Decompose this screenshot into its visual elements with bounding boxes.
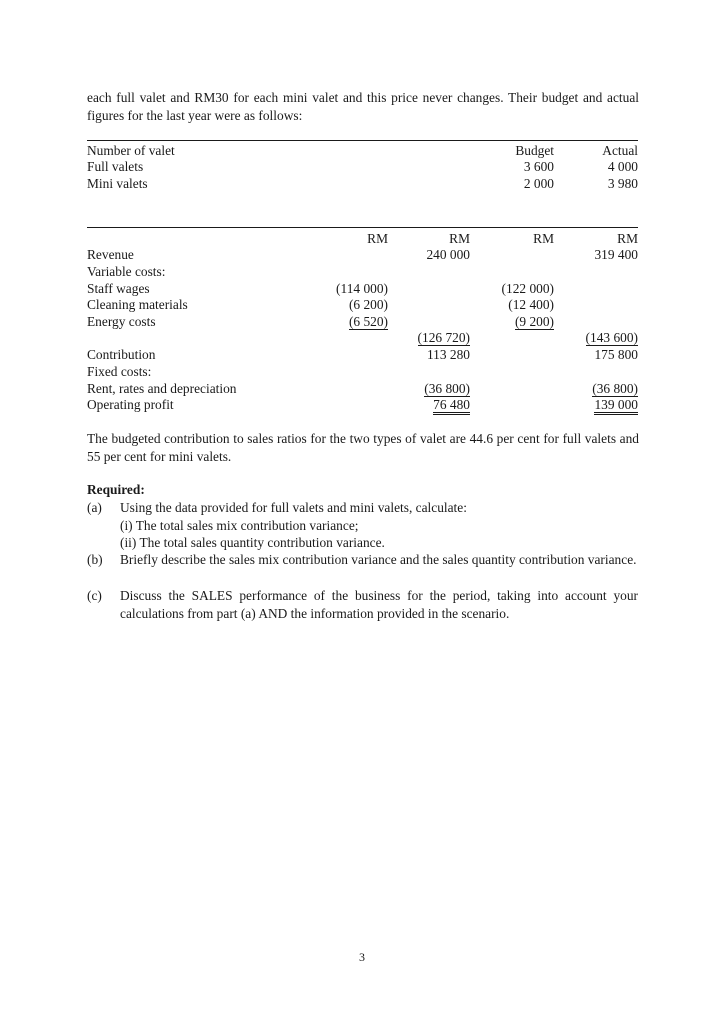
header-rm-2: RM: [449, 231, 470, 246]
variable-total-budget: (126 720): [417, 330, 470, 345]
variable-total-actual: (143 600): [585, 330, 638, 345]
energy-costs-label: Energy costs: [87, 314, 156, 329]
staff-wages-budget: (114 000): [336, 281, 388, 296]
energy-costs-actual: (9 200): [514, 314, 554, 329]
fixed-costs-label: Fixed costs:: [87, 364, 152, 379]
header-rm-4: RM: [617, 231, 638, 246]
staff-wages-label: Staff wages: [87, 281, 150, 296]
header-rm-3: RM: [533, 231, 554, 246]
operating-profit-budget: 76 480: [433, 397, 470, 415]
volume-header-label: Number of valet: [87, 143, 175, 158]
revenue-budget: 240 000: [426, 247, 470, 262]
volume-row-mini-budget: 2 000: [523, 176, 554, 191]
part-a-i: (i) The total sales mix contribution variance;: [120, 518, 359, 533]
part-a-label: (a): [87, 500, 102, 515]
staff-wages-actual: (122 000): [501, 281, 554, 296]
rent-label: Rent, rates and depreciation: [87, 381, 237, 396]
cleaning-materials-actual: (12 400): [508, 297, 554, 312]
cleaning-materials-label: Cleaning materials: [87, 297, 188, 312]
volume-row-full-actual: 4 000: [607, 159, 638, 174]
intro-paragraph: each full valet and RM30 for each mini valet and this price never changes. Their budget and actual figures for the last year were as follows:: [87, 90, 639, 123]
energy-costs-budget: (6 520): [348, 314, 388, 329]
contribution-budget: 113 280: [426, 347, 470, 362]
volume-header-actual: Actual: [602, 143, 638, 158]
revenue-actual: 319 400: [594, 247, 638, 262]
contribution-label: Contribution: [87, 347, 156, 362]
operating-profit-actual: 139 000: [594, 397, 638, 415]
part-c-text: Discuss the SALES performance of the business for the period, taking into account your calculations from part (a) AND the information provided in the scenario.: [120, 588, 638, 621]
part-c-label: (c): [87, 588, 102, 603]
volume-row-full-label: Full valets: [87, 159, 144, 174]
rent-budget: (36 800): [424, 381, 470, 396]
part-b-text: Briefly describe the sales mix contribution variance and the sales quantity contribution variance.: [120, 552, 637, 567]
header-rm-1: RM: [367, 231, 388, 246]
volume-table-top-rule: [87, 140, 638, 141]
contribution-actual: 175 800: [594, 347, 638, 362]
part-a-text: Using the data provided for full valets and mini valets, calculate:: [120, 500, 467, 515]
part-a-ii: (ii) The total sales quantity contribution variance.: [120, 535, 385, 550]
revenue-label: Revenue: [87, 247, 134, 262]
rent-actual: (36 800): [592, 381, 638, 396]
page-number: 3: [359, 950, 365, 964]
volume-row-mini-label: Mini valets: [87, 176, 148, 191]
required-heading: Required:: [87, 482, 145, 497]
part-b-label: (b): [87, 552, 103, 567]
operating-profit-label: Operating profit: [87, 397, 174, 412]
volume-row-full-budget: 3 600: [523, 159, 554, 174]
variable-costs-label: Variable costs:: [87, 264, 166, 279]
volume-header-budget: Budget: [515, 143, 554, 158]
profit-table-top-rule: [87, 227, 638, 228]
ratio-paragraph: The budgeted contribution to sales ratios for the two types of valet are 44.6 per cent for full valets and 55 per cent for mini valets.: [87, 431, 639, 464]
cleaning-materials-budget: (6 200): [348, 297, 388, 312]
volume-row-mini-actual: 3 980: [607, 176, 638, 191]
